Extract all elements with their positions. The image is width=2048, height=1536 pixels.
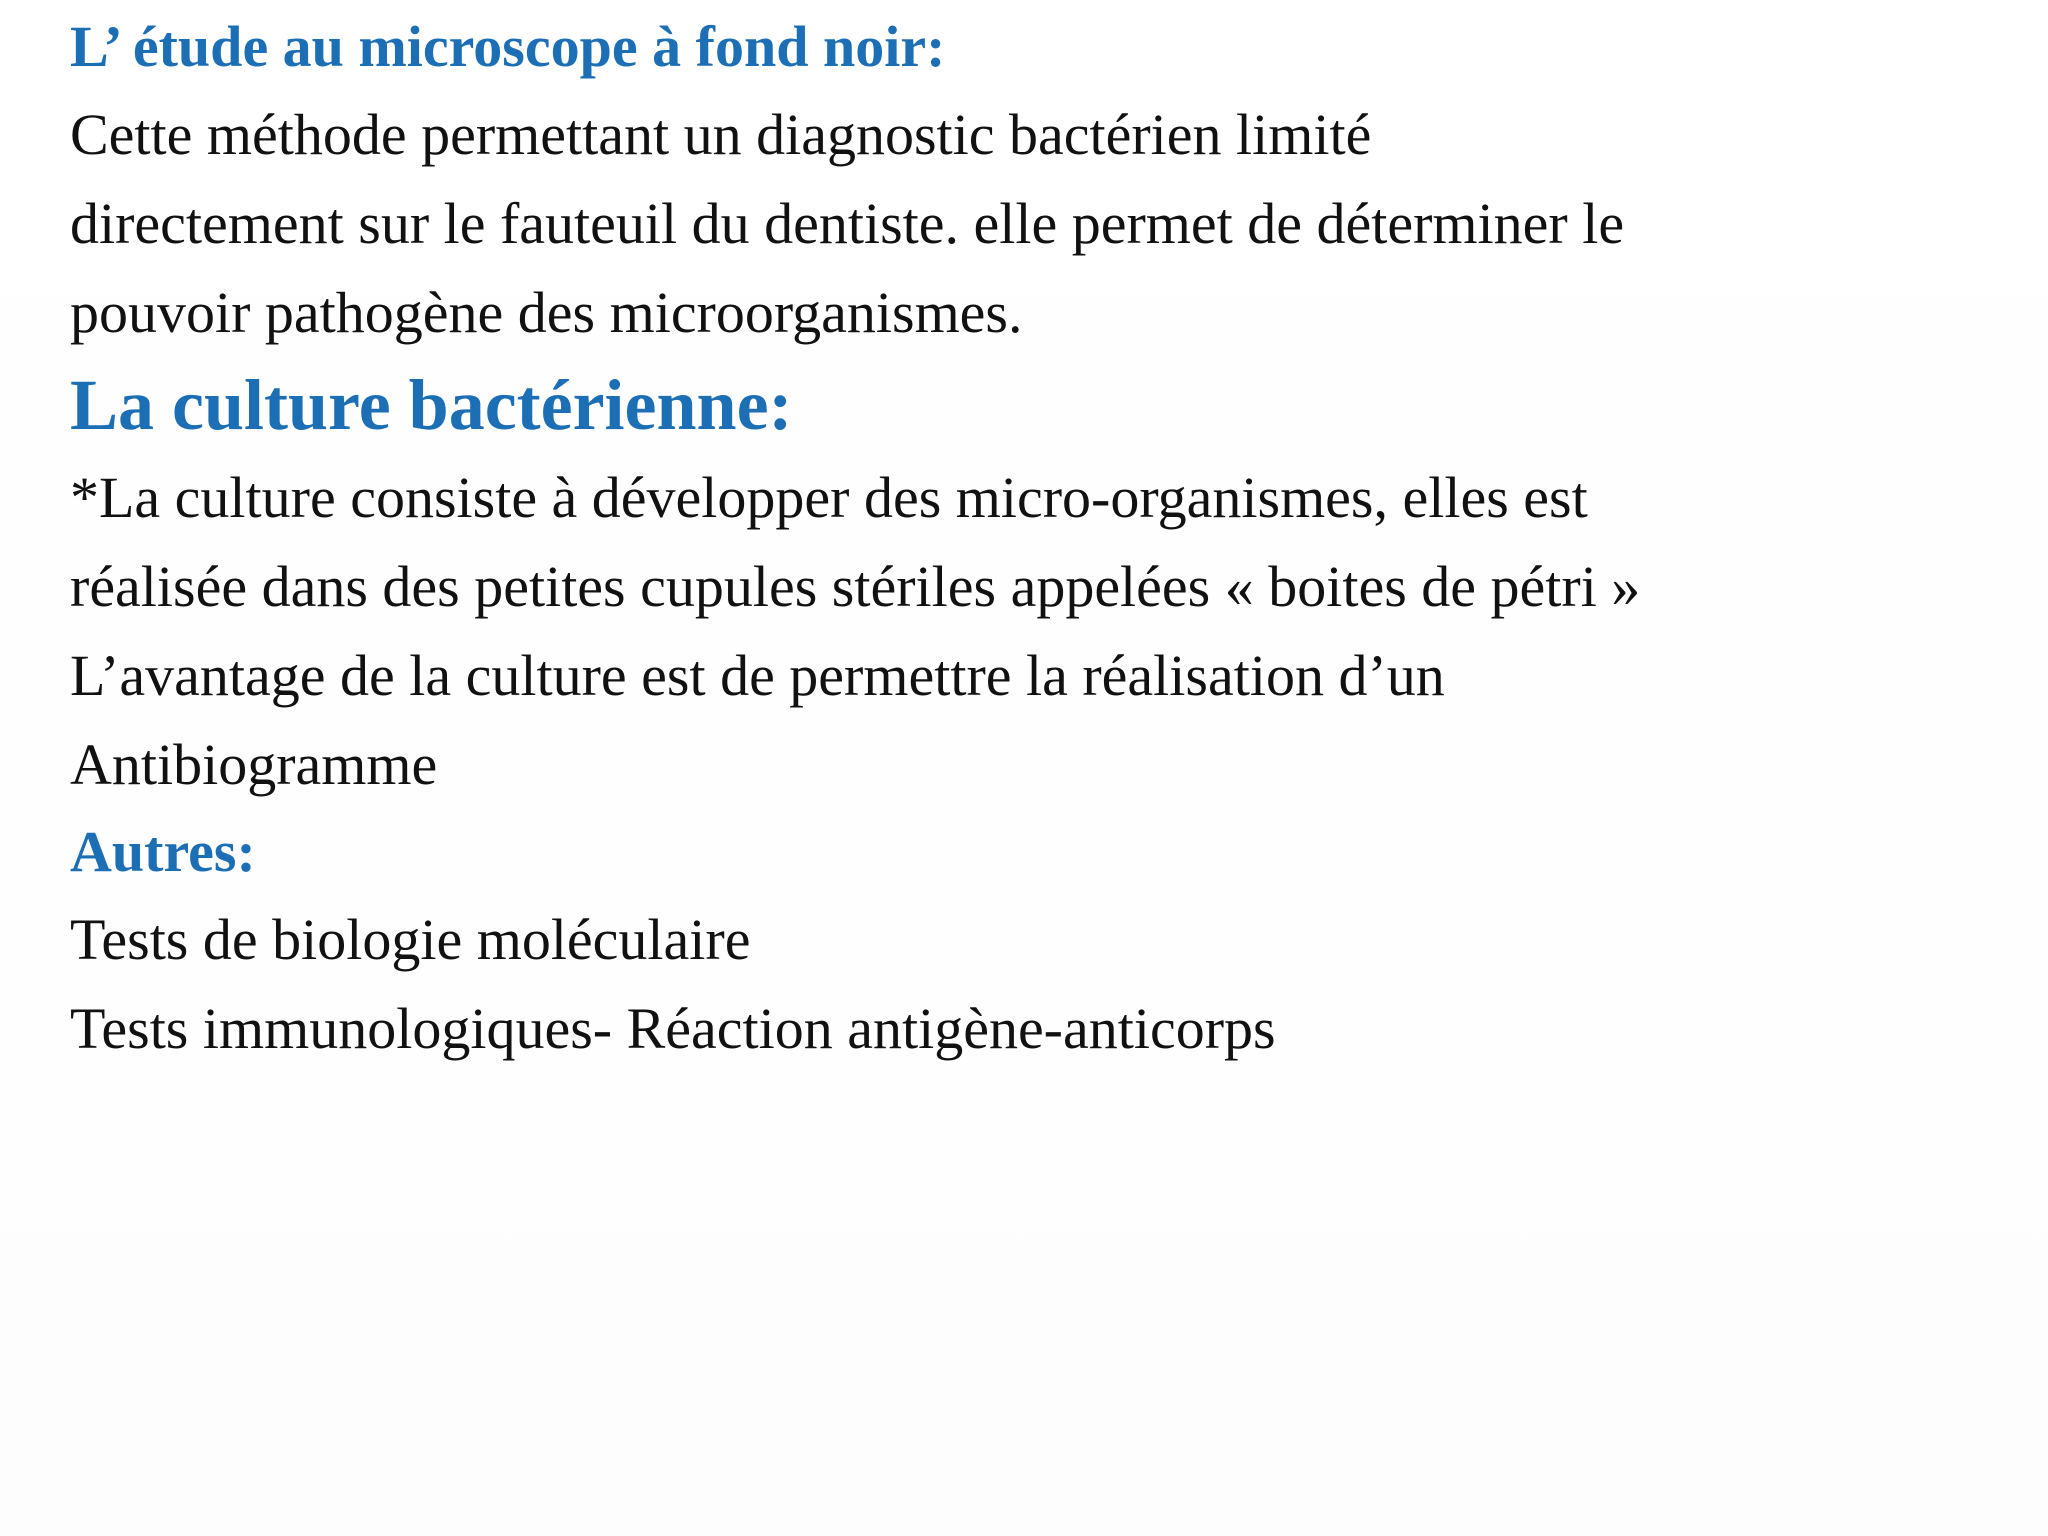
section-others [70,809,2048,1073]
section-heading-dark-field: L’ étude au microscope à fond noir: [70,14,946,79]
text-line: Tests immunologiques- Réaction antigène-anticorps [70,996,1276,1061]
text-line: L’avantage de la culture est de permettre la réalisation d’un [70,643,1445,708]
section-heading-others: Autres: [70,819,256,884]
text-line: Cette méthode permettant un diagnostic bactérien limité [70,102,1372,167]
text-line: pouvoir pathogène des microorganismes. [70,280,1023,345]
text-line: Antibiogramme [70,732,438,797]
text-line: *La culture consiste à développer des micro-organismes, elles est [70,465,1588,530]
section-heading-culture: La culture bactérienne: [70,365,793,445]
section-dark-field-microscopy [70,4,2048,357]
text-line: directement sur le fauteuil du dentiste. elle permet de déterminer le [70,191,1625,256]
section-bacterial-culture [70,357,2048,809]
text-line: Tests de biologie moléculaire [70,907,751,972]
text-line: réalisée dans des petites cupules stériles appelées « boites de pétri » [70,554,1641,619]
